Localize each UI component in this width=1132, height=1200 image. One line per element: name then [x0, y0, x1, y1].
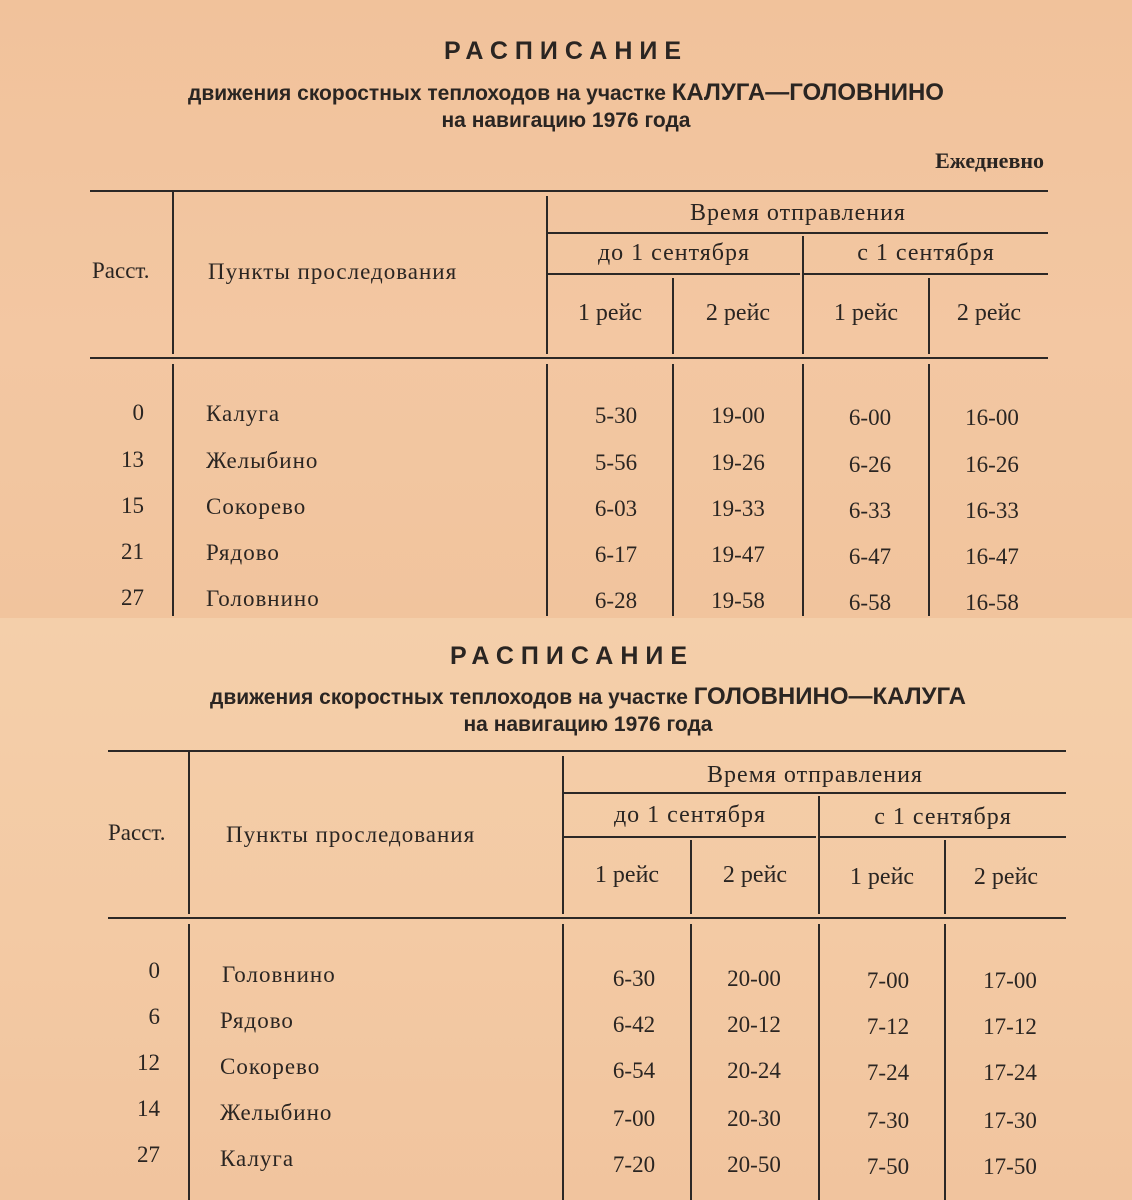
distance-cell: 14 [137, 1096, 160, 1121]
column-divider [928, 364, 930, 616]
distance-cell: 15 [121, 493, 144, 518]
column-divider [690, 924, 692, 1200]
stop-name-cell: Сокорево [220, 1054, 321, 1079]
stop-name-cell: Желыбино [206, 448, 319, 473]
time-cell: 17-50 [983, 1154, 1037, 1179]
stop-name-cell: Головнино [206, 586, 320, 611]
time-cell: 20-50 [727, 1152, 781, 1177]
stop-name-cell: Калуга [220, 1146, 295, 1171]
time-cell: 19-47 [711, 542, 765, 567]
period-before-rule [546, 273, 800, 275]
time-cell: 6-03 [594, 496, 638, 521]
stops-header: Пункты проследования [208, 259, 458, 284]
stop-name-cell: Калуга [206, 401, 281, 426]
time-cell: 7-24 [866, 1060, 910, 1085]
stop-name-cell: Сокорево [206, 494, 307, 519]
route-name: ГОЛОВНИНО—КАЛУГА [693, 683, 966, 710]
schedule-title: РАСПИСАНИЕ [449, 642, 695, 670]
period-before-header: до 1 сентября [597, 240, 751, 266]
column-divider [188, 752, 190, 914]
time-cell: 19-33 [711, 496, 765, 521]
navigation-season: на навигацию 1976 года [463, 713, 713, 736]
time-cell: 16-00 [965, 405, 1019, 430]
distance-cell: 27 [121, 585, 144, 610]
time-cell: 7-50 [866, 1154, 910, 1179]
distance-cell: 12 [137, 1050, 160, 1075]
departure-header-rule [564, 792, 1066, 794]
header-bottom-rule [90, 357, 1048, 359]
schedule-title: РАСПИСАНИЕ [443, 37, 689, 65]
distance-header: Расст. [108, 820, 166, 845]
departure-time-header: Время отправления [690, 200, 906, 226]
time-cell: 6-30 [612, 966, 656, 991]
trip-2-header: 2 рейс [956, 300, 1022, 326]
trip-1-header: 1 рейс [849, 864, 915, 890]
period-after-rule [804, 273, 1048, 275]
time-cell: 6-58 [848, 590, 892, 615]
departure-header-rule [546, 232, 1048, 234]
column-divider [802, 364, 804, 616]
column-divider [172, 364, 174, 616]
time-cell: 7-00 [612, 1106, 656, 1131]
trip-1-header: 1 рейс [577, 300, 643, 326]
subtitle-text: движения скоростных теплоходов на участке [210, 686, 694, 709]
distance-cell: 6 [148, 1004, 160, 1029]
time-cell: 7-00 [866, 968, 910, 993]
trip-1-header: 1 рейс [833, 300, 899, 326]
schedule-golovnino-kaluga [0, 618, 1132, 1200]
time-cell: 6-42 [612, 1012, 656, 1037]
time-cell: 20-12 [727, 1012, 781, 1037]
time-cell: 17-12 [983, 1014, 1037, 1039]
distance-cell: 0 [132, 400, 144, 425]
trip-2-header: 2 рейс [973, 864, 1039, 890]
trip-1-header: 1 рейс [594, 862, 660, 888]
period-after-header: с 1 сентября [857, 240, 995, 266]
distance-cell: 21 [121, 539, 144, 564]
stop-name-cell: Головнино [222, 962, 336, 987]
frequency-label: Ежедневно [935, 148, 1044, 173]
stop-name-cell: Рядово [206, 540, 280, 565]
distance-cell: 13 [121, 447, 144, 472]
column-divider [944, 924, 946, 1200]
time-cell: 5-56 [594, 450, 638, 475]
time-cell: 5-30 [594, 403, 638, 428]
table-top-rule [108, 750, 1066, 752]
time-cell: 16-58 [965, 590, 1019, 615]
time-cell: 17-00 [983, 968, 1037, 993]
subtitle-text: движения скоростных теплоходов на участке [188, 82, 672, 105]
schedule-subtitle [22, 684, 1132, 711]
time-cell: 20-00 [727, 966, 781, 991]
navigation-season: на навигацию 1976 года [441, 109, 691, 132]
time-cell: 6-00 [848, 405, 892, 430]
time-cell: 19-58 [711, 588, 765, 613]
stop-name-cell: Желыбино [220, 1100, 333, 1125]
distance-cell: 27 [137, 1142, 160, 1167]
time-cell: 6-33 [848, 498, 892, 523]
column-divider [172, 192, 174, 354]
trip-2-header: 2 рейс [722, 862, 788, 888]
time-cell: 20-30 [727, 1106, 781, 1131]
time-cell: 17-30 [983, 1108, 1037, 1133]
period-before-rule [564, 836, 816, 838]
column-divider [562, 924, 564, 1200]
time-cell: 6-28 [594, 588, 638, 613]
column-divider [672, 364, 674, 616]
departure-time-header: Время отправления [707, 762, 923, 788]
time-cell: 20-24 [727, 1058, 781, 1083]
time-cell: 17-24 [983, 1060, 1037, 1085]
time-cell: 7-12 [866, 1014, 910, 1039]
distance-cell: 0 [148, 958, 160, 983]
time-cell: 6-17 [594, 542, 638, 567]
time-cell: 6-54 [612, 1058, 656, 1083]
time-cell: 7-20 [612, 1152, 656, 1177]
column-divider [188, 924, 190, 1200]
stops-header: Пункты проследования [226, 822, 476, 847]
time-cell: 16-47 [965, 544, 1019, 569]
distance-header: Расст. [92, 258, 150, 283]
header-bottom-rule [108, 917, 1066, 919]
column-divider [818, 924, 820, 1200]
schedule-subtitle [0, 80, 1132, 107]
time-cell: 16-26 [965, 452, 1019, 477]
time-cell: 6-26 [848, 452, 892, 477]
stop-name-cell: Рядово [220, 1008, 294, 1033]
column-divider [546, 364, 548, 616]
route-name: КАЛУГА—ГОЛОВНИНО [671, 79, 944, 106]
time-cell: 6-47 [848, 544, 892, 569]
period-after-rule [820, 836, 1066, 838]
period-after-header: с 1 сентября [874, 804, 1012, 830]
trip-2-header: 2 рейс [705, 300, 771, 326]
time-cell: 16-33 [965, 498, 1019, 523]
time-cell: 19-00 [711, 403, 765, 428]
period-before-header: до 1 сентября [613, 802, 767, 828]
time-cell: 19-26 [711, 450, 765, 475]
time-cell: 7-30 [866, 1108, 910, 1133]
table-top-rule [90, 190, 1048, 192]
